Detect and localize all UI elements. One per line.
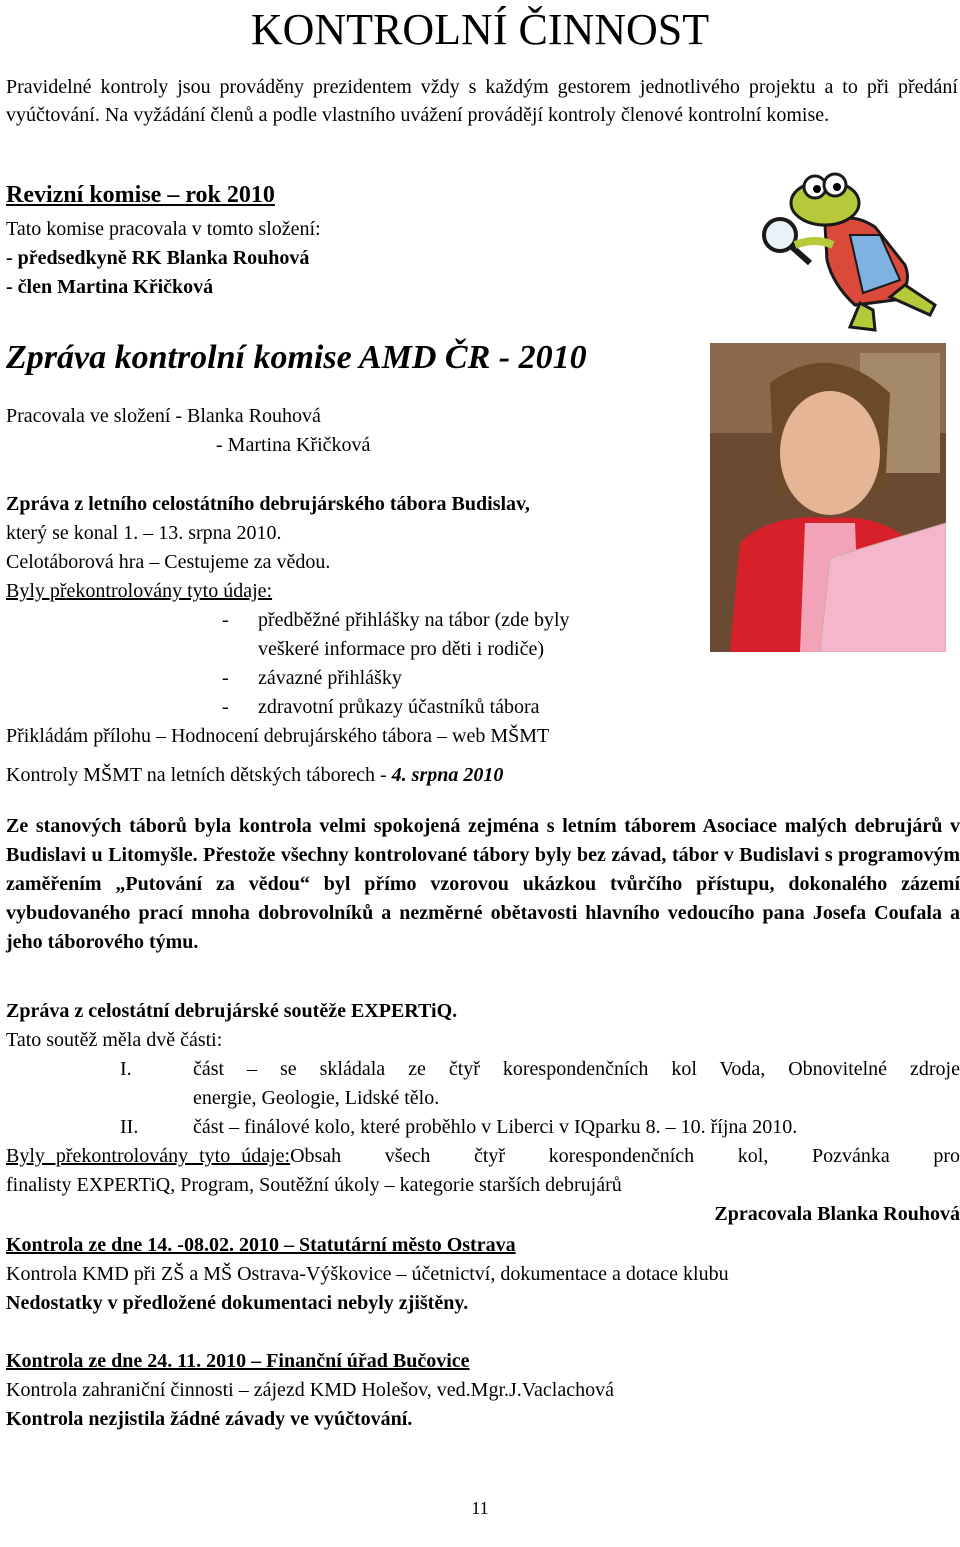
revision-committee-line: Tato komise pracovala v tomto složení: xyxy=(6,218,321,240)
msmt-line-text: Kontroly MŠMT na letních dětských táborech - xyxy=(6,764,392,786)
member-member: - člen Martina Křičková xyxy=(6,276,214,298)
revision-committee-heading: Revizní komise – rok 2010 xyxy=(6,182,275,208)
photo-woman-reading xyxy=(710,343,946,652)
camp-game: Celotáborová hra – Cestujeme za vědou. xyxy=(6,551,331,573)
inspection-2-line: Kontrola zahraniční činnosti – zájezd KMD Holešov, ved.Mgr.J.Vaclachová xyxy=(6,1379,614,1401)
page-title: KONTROLNÍ ČINNOST xyxy=(250,5,710,54)
attachment-line: Přikládám přílohu – Hodnocení debrujárského tábora – web MŠMT xyxy=(6,725,550,747)
expertiq-intro: Tato soutěž měla dvě části: xyxy=(6,1029,223,1051)
part-number: I. xyxy=(120,1058,132,1080)
report-heading: Zpráva kontrolní komise AMD ČR - 2010 xyxy=(6,339,587,376)
page-number: 11 xyxy=(471,1498,489,1518)
inspection-2-heading: Kontrola ze dne 24. 11. 2010 – Finanční úřad Bučovice xyxy=(6,1350,470,1372)
part-text: část – se skládala ze čtyř korespondenčních kol Voda, Obnovitelné zdroje xyxy=(193,1058,960,1080)
list-item: předběžné přihlášky na tábor (zde byly xyxy=(258,609,570,631)
msmt-paragraph: Ze stanových táborů byla kontrola velmi spokojená zejména s letním táborem Asociace malých debrujárů v Budislavi u Litomyšle. Přestože všechny kontrolované tábory byly bez závad, tábor v Budislavi s programovým zaměřením „Putování za vědou“ byl přímo vzorovou ukázkou tvůrčího přístupu, dokonalého zázemí vybudovaného prací mnoha dobrovolníků a nezměrné obětavosti hlavního vedoucího pana Josefa Coufala a jeho táborového týmu. xyxy=(6,815,960,953)
msmt-date: 4. srpna 2010 xyxy=(391,764,504,786)
list-dash: - xyxy=(222,609,229,631)
composition-line-1: Pracovala ve složení - Blanka Rouhová xyxy=(6,405,321,427)
inspection-1-line: Kontrola KMD při ZŠ a MŠ Ostrava-Výškovice – účetnictví, dokumentace a dotace klubu xyxy=(6,1263,729,1285)
list-item: závazné přihlášky xyxy=(258,667,402,689)
frog-detective-illustration xyxy=(755,165,957,333)
camp-dates: který se konal 1. – 13. srpna 2010. xyxy=(6,522,282,544)
expertiq-heading: Zpráva z celostátní debrujárské soutěže EXPERTiQ. xyxy=(6,1000,458,1022)
inspection-1-heading: Kontrola ze dne 14. -08.02. 2010 – Statutární město Ostrava xyxy=(6,1234,516,1256)
part-text-continued: energie, Geologie, Lidské tělo. xyxy=(193,1087,440,1109)
camp-heading: Zpráva z letního celostátního debrujárského tábora Budislav, xyxy=(6,493,530,515)
expertiq-checked-text-2: finalisty EXPERTiQ, Program, Soutěžní úkoly – kategorie starších debrujárů xyxy=(6,1174,622,1196)
expertiq-checked-label: Byly překontrolovány tyto údaje: xyxy=(6,1145,291,1167)
inspection-2-result: Kontrola nezjistila žádné závady ve vyúčtování. xyxy=(6,1408,413,1430)
inspection-1-result: Nedostatky v předložené dokumentaci nebyly zjištěny. xyxy=(6,1292,469,1314)
composition-line-2: - Martina Křičková xyxy=(216,434,371,456)
expertiq-checked-line xyxy=(6,1142,960,1171)
intro-paragraph: Pravidelné kontroly jsou prováděny prezidentem vždy s každým gestorem jednotlivého projektu a to při předání vyúčtování. Na vyžádání členů a podle vlastního uvážení provádějí kontroly členové kontrolní komise. xyxy=(6,76,958,126)
camp-checked-label: Byly překontrolovány tyto údaje: xyxy=(6,580,273,602)
part-number: II. xyxy=(120,1116,139,1138)
list-dash: - xyxy=(222,696,229,718)
msmt-line xyxy=(6,761,503,790)
signature: Zpracovala Blanka Rouhová xyxy=(714,1203,960,1225)
part-text: část – finálové kolo, které proběhlo v Liberci v IQparku 8. – 10. října 2010. xyxy=(193,1116,798,1138)
member-chair: - předsedkyně RK Blanka Rouhová xyxy=(6,247,310,269)
list-item: veškeré informace pro děti i rodiče) xyxy=(258,638,544,660)
expertiq-checked-text: Obsah všech čtyř korespondenčních kol, Pozvánka pro xyxy=(290,1145,960,1167)
list-dash: - xyxy=(222,667,229,689)
list-item: zdravotní průkazy účastníků tábora xyxy=(258,696,540,718)
